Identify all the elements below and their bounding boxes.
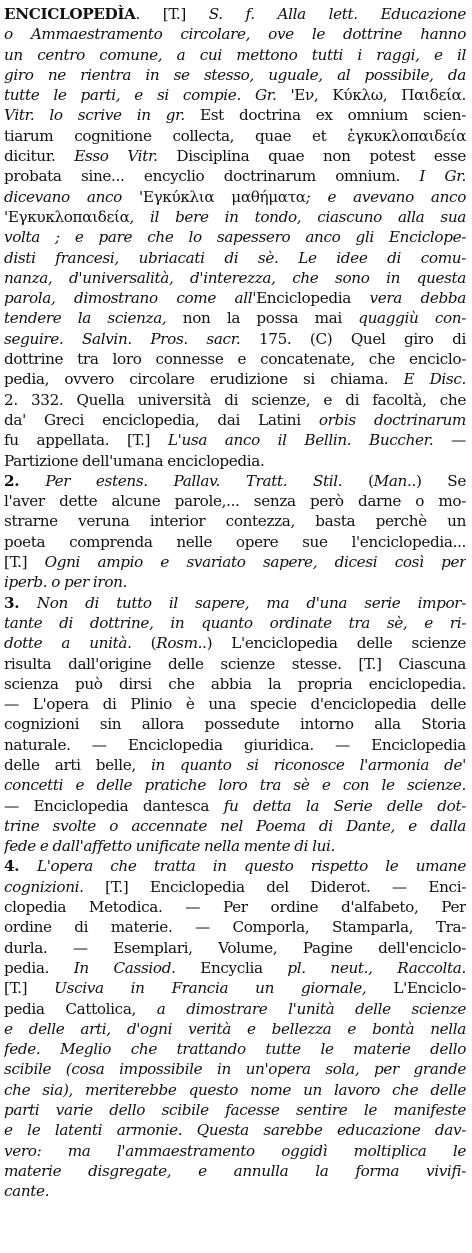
text-run: Rosm. [156,634,203,653]
text-run: quaggiù con- [358,309,466,328]
text-run: I Gr. [419,167,466,186]
text-run: Non di tutto il sapere, ma d'una serie impor- [36,593,466,612]
text-run: — L'opera di Plinio è una specie d'enciclopedia delle [4,695,466,714]
text-line [4,1141,466,1161]
text-run: Est doctrina ex omnium scien- [200,106,466,125]
text-line [4,552,466,572]
text-run: 2. [4,471,46,490]
text-line [4,897,466,917]
text-run: e delle arti, d'ogni verità e bellezza e bontà nella [4,1019,466,1038]
text-run: 'Εγκυκλοπαιδεία [4,207,130,226]
text-run: Partizione dell'umana enciclopedia. [4,451,265,470]
text-line [4,613,466,633]
text-run: cognizioni sin allora possedute intorno alla Storia [4,715,466,734]
text-run: clopedia Metodica. — Per ordine d'alfabeto, Per [4,898,466,917]
text-run: o Ammaestramento circolare, ove le dottrine hanno [4,25,466,44]
text-line [4,329,466,349]
text-line [4,390,466,410]
text-run: trine svolte o accennate nel Poema di Dante, e dalla [4,816,466,835]
text-run: che sia), meriterebbe questo nome un lavoro che delle [4,1080,466,1099]
text-run: volta ; e pare che lo sapessero anco gli Enciclope- [4,228,466,247]
text-run: in quanto si riconosce l'armonia de' [151,755,466,774]
text-run: pedia. [4,958,74,977]
text-run: 175. (C) Quel giro di [258,329,466,348]
text-line [4,288,466,308]
text-run: pedia Cattolica, [4,999,157,1018]
text-line [4,430,466,450]
text-run: ( [150,634,157,653]
text-run: dottrine tra loro connesse e concatenate, che enciclo- [4,350,466,369]
text-line [4,105,466,125]
text-run: poeta comprenda nelle opere sue l'enciclopedia... [4,532,466,551]
text-run: Enciclopedia [256,289,370,308]
text-run: [T.] [4,553,45,572]
text-run: 2. 332. Quella università di scienze, e di facoltà, che [4,390,466,409]
text-run: Encyclia [200,958,288,977]
text-run: 'Εν, Κύκλω, Παιδεία. [290,86,466,105]
text-run: scienza può dirsi che abbia la propria enciclopedia. [4,674,466,693]
text-run: vera debba [369,289,466,308]
text-run: dicitur. [4,147,75,166]
text-run: In Cassiod. [73,958,201,977]
text-run: da' Greci enciclopedia, dai Latini [4,410,319,429]
text-line [4,1181,466,1201]
text-line [4,836,466,856]
text-line [4,248,466,268]
text-run: giro ne rientra in se stesso, uguale, al possibile, da [4,65,466,84]
text-run: , il bere in tondo, ciascuno alla sua [129,207,466,226]
text-line [4,85,466,105]
text-line [4,1161,466,1181]
text-line [4,471,466,491]
text-run: Ogni ampio e svariato sapere, dicesi così per [44,553,466,572]
text-line [4,999,466,1019]
text-run: vero: ma l'ammaestramento oggidì moltiplica le [4,1141,466,1160]
text-run: concetti e delle pratiche loro tra sè e con le scienze. [4,776,466,795]
text-line [4,1120,466,1140]
text-line [4,268,466,288]
text-run: fu appellata. [T.] [4,431,168,450]
text-run: ordine di materie. — Comporla, Stamparla, Tra- [4,918,466,937]
text-run: — Enciclopedia dantesca [4,796,224,815]
text-run: fede. Meglio che trattando tutte le materie dello [4,1040,466,1059]
text-run: 4. [4,857,37,876]
text-line [4,1059,466,1079]
dictionary-entry-enciclopedia [4,4,466,1202]
text-run: L'opera che tratta in questo rispetto le umane [36,857,466,876]
text-run: dicevano anco [4,187,140,206]
text-line [4,755,466,775]
text-run: parti varie dello scibile facesse sentire le manifeste [4,1101,466,1120]
text-run: S. f. Alla lett. Educazione [208,5,466,23]
text-run: tante di dottrine, in quanto ordinate tra sè, e ri- [4,613,466,632]
text-run: naturale. — Enciclopedia giuridica. — Enciclopedia [4,735,466,754]
text-line [4,775,466,795]
text-line [4,207,466,227]
text-line [4,796,466,816]
text-line [4,227,466,247]
text-line [4,816,466,836]
text-line [4,532,466,552]
text-run: iperb. o per iron. [4,573,128,592]
text-run: Disciplina quae non potest esse [176,147,466,166]
text-line [4,633,466,653]
text-line [4,1100,466,1120]
text-run: cante. [4,1182,50,1201]
text-run: Esso Vitr. [74,147,177,166]
text-run: orbis doctrinarum [318,410,466,429]
text-run: tiarum cognitione collecta, quae et ἐγκυκλοπαιδεία [4,126,466,145]
text-run: e le latenti armonie. Questa sarebbe educazione dav- [4,1121,466,1140]
text-line [4,308,466,328]
text-run: tutte le parti, e si compie. Gr. [4,86,291,105]
text-line [4,65,466,85]
text-line [4,187,466,207]
text-run: nanza, d'universalità, d'interezza, che sono in questa [4,268,466,287]
text-run: risulta dall'origine delle scienze stesse. [T.] Ciascuna [4,654,466,673]
text-line [4,917,466,937]
text-line [4,856,466,876]
text-line [4,877,466,897]
text-run: Man. [373,471,412,490]
text-line [4,146,466,166]
text-run: un centro comune, a cui mettono tutti i raggi, e il [4,45,466,64]
text-run: E Disc. [403,370,466,389]
text-line [4,714,466,734]
text-run: a dimostrare l'unità delle scienze [156,999,466,1018]
headword: ENCICLOPEDÌA [4,5,136,23]
text-line [4,349,466,369]
text-line [4,451,466,471]
text-line [4,572,466,592]
text-line [4,410,466,430]
text-line [4,593,466,613]
text-line [4,978,466,998]
text-line [4,491,466,511]
text-run: durla. — Esemplari, Volume, Pagine dell'enciclo- [4,938,466,957]
text-line [4,958,466,978]
text-run: L'usa anco il Bellin. Buccher. [167,431,452,450]
text-run: ; e avevano anco [305,187,466,206]
text-line [4,654,466,674]
text-line [4,24,466,44]
text-run: strarne veruna interior contezza, basta perchè un [4,512,466,531]
text-run: seguire. Salvin. Pros. sacr. [4,329,259,348]
text-line [4,166,466,186]
text-line [4,4,466,24]
text-run: Vitr. lo scrive in gr. [4,106,200,125]
text-line [4,694,466,714]
text-run: parola, dimostrano come all' [4,289,257,308]
text-run: .) Se [411,471,466,490]
text-run: disti francesi, ubriacati di sè. Le idee di comu- [4,248,466,267]
text-run: [T.] Enciclopedia del Diderot. — Enci- [105,877,466,896]
text-run: 'Εγκύκλια μαθήματα [139,187,306,206]
text-run: .) L'enciclopedia delle scienze [202,634,466,653]
text-run: probata sine... encyclio doctrinarum omnium. [4,167,420,186]
text-run: ( [368,471,374,490]
text-run: materie disgregate, e annulla la forma vivifi- [4,1161,466,1180]
text-line [4,126,466,146]
text-line [4,369,466,389]
text-run: pedia, ovvero circolare erudizione si chiama. [4,370,404,389]
text-run: dotte a unità. [4,634,151,653]
text-run: tendere la scienza, [4,309,183,328]
text-run: fu detta la Serie delle dot- [223,796,466,815]
text-run: . [T.] [135,5,209,23]
text-run: 3. [4,593,37,612]
text-run: — [451,431,466,450]
text-line [4,1039,466,1059]
text-run: non la possa mai [182,309,359,328]
text-run: cognizioni. [4,877,106,896]
text-line [4,511,466,531]
text-line [4,1080,466,1100]
text-line [4,1019,466,1039]
text-line [4,45,466,65]
text-run: [T.] [4,979,55,998]
text-line [4,938,466,958]
text-run: fede e dall'affetto unificate nella mente di lui. [4,837,336,856]
text-run: scibile (cosa impossibile in un'opera sola, per grande [4,1060,466,1079]
text-run: L'Enciclo- [393,979,466,998]
text-run: pl. neut., Raccolta. [287,958,466,977]
text-run: delle arti belle, [4,755,151,774]
text-run: l'aver dette alcune parole,... senza però darne o mo- [4,492,466,511]
text-line [4,735,466,755]
text-run: Usciva in Francia un giornale, [54,979,394,998]
text-run: Per estens. Pallav. Tratt. Stil. [45,471,369,490]
text-line [4,674,466,694]
